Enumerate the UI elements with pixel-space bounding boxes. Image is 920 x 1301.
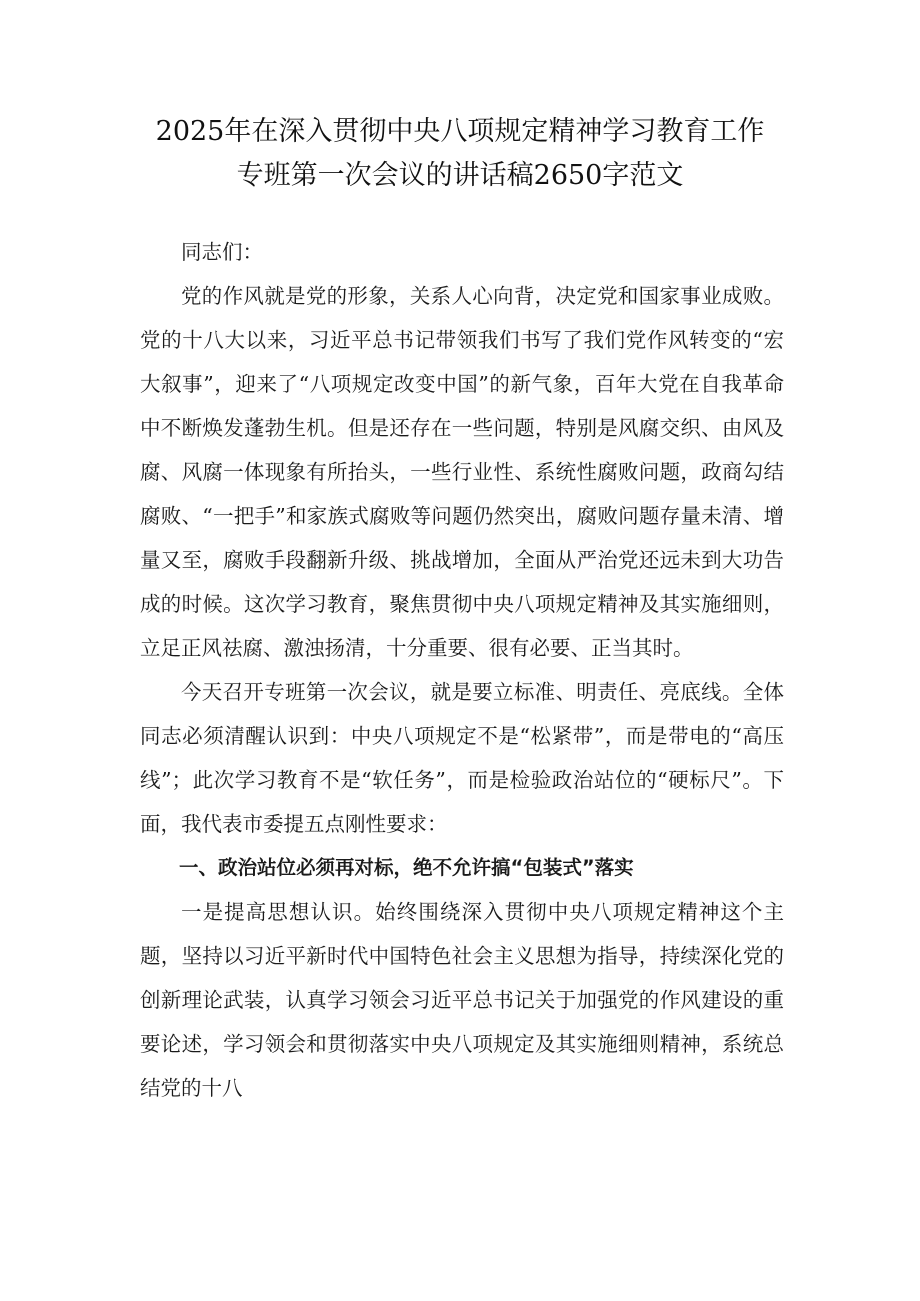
paragraph-2: 今天召开专班第一次会议，就是要立标准、明责任、亮底线。全体同志必须清醒认识到：中央八项规定不是“松紧带”，而是带电的“高压线”；此次学习教育不是“软任务”，而是检验政治站位的“硬标尺”。下面，我代表市委提五点刚性要求： <box>140 680 784 836</box>
paragraph-1: 党的作风就是党的形象，关系人心向背，决定党和国家事业成败。党的十八大以来，习近平总书记带领我们书写了我们党作风转变的“宏大叙事”，迎来了“八项规定改变中国”的新气象，百年大党在自我革命中不断焕发蓬勃生机。但是还存在一些问题，特别是风腐交织、由风及腐、风腐一体现象有所抬头，一些行业性、系统性腐败问题，政商勾结腐败、“一把手”和家族式腐败等问题仍然突出，腐败问题存量未清、增量又至，腐败手段翻新升级、挑战增加，全面从严治党还远未到大功告成的时候。这次学习教育，聚焦贯彻中央八项规定精神及其实施细则，立足正风祛腐、激浊扬清，十分重要、很有必要、正当其时。 <box>140 284 784 660</box>
greeting: 同志们： <box>181 240 263 264</box>
title-line-1: 2025年在深入贯彻中央八项规定精神学习教育工作 <box>155 116 765 147</box>
section-heading-1: 一、政治站位必须再对标，绝不允许搞“包装式”落实 <box>179 856 634 879</box>
section-1-paragraph: 一是提高思想认识。始终围绕深入贯彻中央八项规定精神这个主题，坚持以习近平新时代中国特色社会主义思想为指导，持续深化党的创新理论武装，认真学习领会习近平总书记关于加强党的作风建设的重要论述，学习领会和贯彻落实中央八项规定及其实施细则精神，系统总结党的十八 <box>140 900 784 1100</box>
document-title <box>120 110 800 198</box>
document-body <box>140 230 784 1110</box>
title-line-2: 专班第一次会议的讲话稿2650字范文 <box>236 160 684 191</box>
